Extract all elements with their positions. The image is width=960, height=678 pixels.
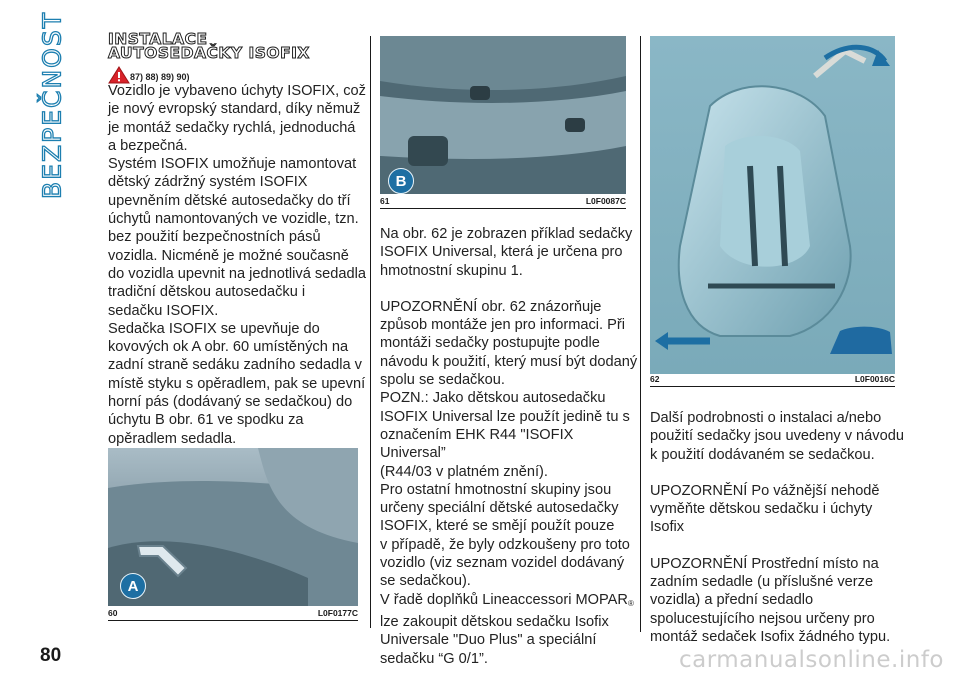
watermark: carmanualsonline.info bbox=[678, 647, 944, 673]
figure-code: L0F0087C bbox=[585, 196, 626, 206]
figure-62-caption bbox=[650, 374, 895, 387]
figure-code: L0F0016C bbox=[854, 374, 895, 384]
paragraph: Vozidlo je vybaveno úchyty ISOFIX, což je nový evropský standard, díky němuž je montáž sedačky rychlá, jednoduchá a bezpečná. Systém ISOFIX umožňuje namontovat dětský zádržný systém ISOFIX upevněním dětské autosedačky do tří úchytů namontovaných ve vozidle, tzn. bez použití bezpečnostních pásů vozidla. Nicméně je možné současně do vozidla upevnit na jednotlivá sedadla tradiční dětskou autosedačku i sedačku ISOFIX. Sedačka ISOFIX se upevňuje do kovových ok A obr. 60 umístěných na zadní straně sedáku zadního sedadla v místě styku s opěradlem, pak se upevní horní pás (dodávaný se sedačkou) do úchytu B obr. 61 ve spodku za opěradlem sedadla. bbox=[108, 83, 367, 447]
figure-number: 61 bbox=[380, 196, 390, 206]
figure-code: L0F0177C bbox=[317, 608, 358, 618]
column-2-text bbox=[380, 225, 638, 668]
figure-60-caption bbox=[108, 608, 358, 621]
section-title bbox=[108, 32, 310, 60]
paragraph: UPOZORNĚNÍ Po vážnější nehodě vyměňte dětskou sedačku i úchyty Isofix bbox=[650, 482, 880, 536]
section-title-line: INSTALACE bbox=[108, 30, 208, 48]
figure-60-image bbox=[108, 448, 358, 606]
paragraph: Na obr. 62 je zobrazen příklad sedačky ISOFIX Universal, která je určena pro hmotnostní skupinu 1. bbox=[380, 226, 633, 279]
column-3-text bbox=[650, 409, 912, 646]
mopar-line: V řadě doplňků Lineaccessori MOPAR bbox=[380, 591, 628, 608]
paragraph: lze zakoupit dětskou sedačku Isofix Universale "Duo Plus" a speciální sedačku “G 0/1”. bbox=[380, 613, 609, 667]
section-title-line: AUTOSEDAČKY ISOFIX bbox=[108, 44, 310, 62]
column-1-text bbox=[108, 82, 368, 448]
figure-number: 60 bbox=[108, 608, 118, 618]
paragraph: UPOZORNĚNÍ obr. 62 znázorňuje způsob montáže jen pro informaci. Při montáži sedačky postupujte podle návodu k použití, který musí být dodaný spolu se sedačkou. POZN.: Jako dětskou autosedačku ISOFIX Universal lze použít jedině tu s označením EHK R44 "ISOFIX Universal” (R44/03 v platném znění). Pro ostatní hmotnostní skupiny jsou určeny speciální dětské autosedačky ISOFIX, které se smějí použít pouze v případě, že byly odzkoušeny pro toto vozidlo (viz seznam vozidel dodávaný se sedačkou). bbox=[380, 298, 638, 590]
side-section-label-text: BEZPEČNOST bbox=[37, 11, 67, 199]
paragraph bbox=[380, 591, 638, 613]
registered-mark: ® bbox=[627, 598, 634, 608]
column-divider bbox=[640, 36, 641, 632]
column-divider bbox=[370, 36, 371, 628]
figure-number: 62 bbox=[650, 374, 660, 384]
callout-b: B bbox=[388, 168, 414, 194]
callout-a: A bbox=[120, 573, 146, 599]
figure-61-caption bbox=[380, 196, 626, 209]
paragraph: Další podrobnosti o instalaci a/nebo použití sedačky jsou uvedeny v návodu k použití dodávaném se sedačkou. bbox=[650, 410, 904, 463]
warning-references: 87) 88) 89) 90) bbox=[130, 72, 190, 82]
figure-61-image bbox=[380, 36, 626, 194]
page-number: 80 bbox=[40, 645, 62, 666]
figure-62-image bbox=[650, 36, 895, 374]
paragraph: UPOZORNĚNÍ Prostřední místo na zadním sedadle (u příslušné verze vozidla) a přední sedadlo spolucestujícího nejsou určeny pro montáž sedaček Isofix žádného typu. bbox=[650, 555, 891, 645]
